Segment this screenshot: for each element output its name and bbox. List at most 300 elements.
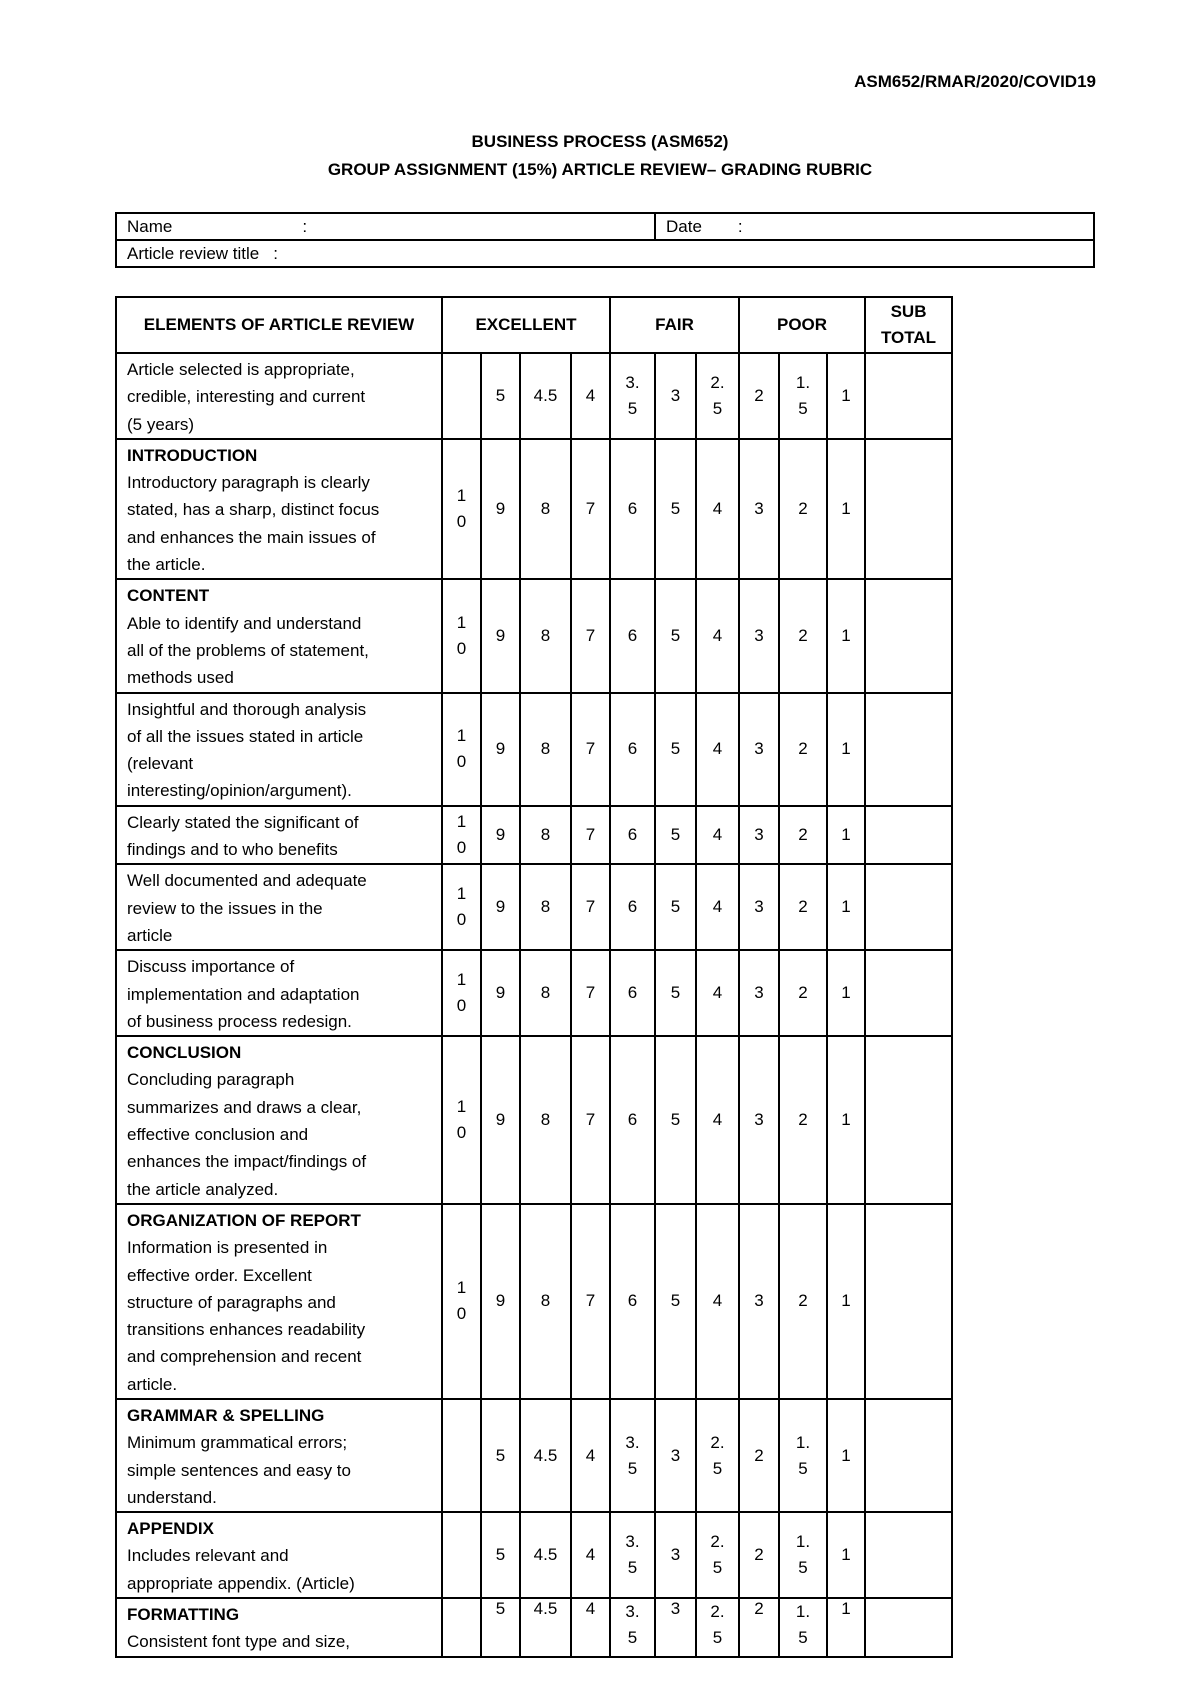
element-text-line: enhances the impact/findings of [127, 1152, 367, 1172]
element-title: INTRODUCTION [127, 445, 258, 465]
score-option[interactable] [655, 864, 696, 950]
subtotal-cell[interactable] [865, 693, 952, 806]
score-value: 9 [495, 897, 506, 917]
score-value: 5 [495, 385, 506, 405]
score-value: 2 [754, 1445, 764, 1465]
score-option[interactable] [481, 950, 520, 1036]
element-text-line: findings and to who benefits [127, 840, 338, 860]
element-description [116, 579, 442, 692]
score-value: 1 [841, 499, 851, 519]
score-value: 6 [627, 983, 638, 1003]
rubric-row [116, 1512, 952, 1598]
subtotal-cell[interactable] [865, 579, 952, 692]
score-option[interactable] [610, 1512, 655, 1598]
element-text-line: Insightful and thorough analysis [127, 699, 367, 719]
score-option[interactable] [779, 1204, 827, 1399]
score-value: 5 [670, 1291, 681, 1311]
score-option[interactable] [655, 439, 696, 579]
score-option[interactable] [481, 806, 520, 865]
score-value: 9 [495, 499, 506, 519]
score-value: 5 [670, 1110, 681, 1130]
score-option[interactable] [442, 693, 481, 806]
score-value: 7 [585, 1291, 596, 1311]
score-option[interactable] [571, 693, 610, 806]
article-title-colon: : [273, 243, 278, 263]
score-option[interactable] [655, 1598, 696, 1657]
element-text-line: Information is presented in [127, 1238, 328, 1258]
rubric-row [116, 1204, 952, 1399]
subtotal-cell[interactable] [865, 1036, 952, 1204]
element-text-line: implementation and adaptation [127, 984, 360, 1004]
element-text-line: article [127, 925, 173, 945]
element-title: FORMATTING [127, 1605, 240, 1625]
score-value: 4 [585, 1445, 596, 1465]
element-text-line: Well documented and adequate [127, 871, 367, 891]
score-option[interactable] [442, 950, 481, 1036]
score-option[interactable] [442, 439, 481, 579]
element-text-line: structure of paragraphs and [127, 1292, 336, 1312]
element-title: CONCLUSION [127, 1043, 242, 1063]
score-option[interactable] [696, 579, 739, 692]
score-value: 2 [798, 1291, 808, 1311]
score-option[interactable] [481, 693, 520, 806]
score-value: 2 [754, 1599, 764, 1619]
score-option[interactable] [481, 353, 520, 439]
score-option[interactable] [571, 439, 610, 579]
score-value-part: 0 [456, 1304, 467, 1324]
score-value: 7 [585, 739, 596, 759]
score-option[interactable] [696, 806, 739, 865]
score-option[interactable] [827, 1036, 865, 1204]
score-option[interactable] [520, 1036, 571, 1204]
score-option[interactable] [520, 1512, 571, 1598]
score-option[interactable] [610, 1399, 655, 1512]
score-option[interactable] [610, 1598, 655, 1657]
score-option[interactable] [481, 1598, 520, 1657]
score-value: 1 [841, 1291, 851, 1311]
score-value: 1 [841, 385, 851, 405]
score-value-part: 1 [456, 884, 467, 904]
score-option[interactable] [442, 1399, 481, 1512]
student-info-table [115, 212, 1095, 268]
score-value: 6 [627, 739, 638, 759]
score-value: 7 [585, 1110, 596, 1130]
score-option[interactable] [655, 693, 696, 806]
score-value: 5 [495, 1445, 506, 1465]
score-option[interactable] [696, 1204, 739, 1399]
score-option[interactable] [696, 1399, 739, 1512]
score-value-part: 5 [712, 1628, 723, 1648]
element-title: GRAMMAR & SPELLING [127, 1405, 325, 1425]
score-value-part: 5 [627, 398, 638, 418]
score-option[interactable] [610, 806, 655, 865]
score-value: 5 [670, 897, 681, 917]
score-value: 3 [670, 1545, 681, 1565]
score-option[interactable] [571, 1204, 610, 1399]
score-value: 4.5 [533, 385, 558, 405]
score-option[interactable] [520, 439, 571, 579]
score-option[interactable] [442, 1204, 481, 1399]
score-option[interactable] [827, 1399, 865, 1512]
score-value: 2 [754, 1545, 764, 1565]
element-description [116, 439, 442, 579]
score-option[interactable] [827, 950, 865, 1036]
subtotal-cell[interactable] [865, 950, 952, 1036]
score-option[interactable] [571, 353, 610, 439]
info-row-title [116, 240, 1094, 267]
element-text-line: Article selected is appropriate, [127, 360, 355, 379]
score-option[interactable] [610, 353, 655, 439]
score-value-part: 2. [710, 372, 725, 392]
element-description [116, 864, 442, 950]
score-option[interactable] [571, 1036, 610, 1204]
score-value: 3 [754, 983, 764, 1003]
score-option[interactable] [442, 864, 481, 950]
rubric-row [116, 864, 952, 950]
score-option[interactable] [696, 864, 739, 950]
score-option[interactable] [739, 693, 779, 806]
score-option[interactable] [481, 864, 520, 950]
score-value: 8 [540, 825, 551, 845]
score-option[interactable] [739, 1598, 779, 1657]
score-option[interactable] [779, 439, 827, 579]
score-value: 3 [754, 897, 764, 917]
score-value: 1 [841, 1110, 851, 1130]
subtotal-cell[interactable] [865, 864, 952, 950]
score-value: 7 [585, 825, 596, 845]
subtotal-cell[interactable] [865, 439, 952, 579]
subtotal-cell[interactable] [865, 353, 952, 439]
score-value-part: 1. [795, 372, 811, 392]
score-option[interactable] [779, 1036, 827, 1204]
score-option[interactable] [571, 579, 610, 692]
score-option[interactable] [696, 439, 739, 579]
score-value: 6 [627, 1110, 638, 1130]
score-option[interactable] [610, 693, 655, 806]
element-text-line: interesting/opinion/argument). [127, 781, 352, 801]
score-option[interactable] [739, 1512, 779, 1598]
score-option[interactable] [655, 950, 696, 1036]
element-text-line: effective order. Excellent [127, 1265, 312, 1285]
score-option[interactable] [481, 1512, 520, 1598]
score-option[interactable] [696, 950, 739, 1036]
element-text-line: (5 years) [127, 414, 195, 434]
score-value: 9 [495, 1291, 506, 1311]
score-value: 3 [754, 1110, 764, 1130]
score-option[interactable] [739, 1204, 779, 1399]
info-row-name [116, 213, 1094, 240]
score-option[interactable] [520, 950, 571, 1036]
score-value: 7 [585, 499, 596, 519]
score-option[interactable] [827, 864, 865, 950]
score-option[interactable] [520, 693, 571, 806]
name-field[interactable] [116, 213, 655, 240]
score-value: 4 [712, 1291, 723, 1311]
score-value: 8 [540, 983, 551, 1003]
score-value: 8 [540, 897, 551, 917]
element-text-line: all of the problems of statement, [127, 640, 369, 660]
element-description [116, 1036, 442, 1204]
score-option[interactable] [779, 353, 827, 439]
element-title: ORGANIZATION OF REPORT [127, 1210, 361, 1230]
score-value: 1 [841, 1445, 851, 1465]
subtotal-cell[interactable] [865, 1204, 952, 1399]
score-option[interactable] [520, 353, 571, 439]
score-option[interactable] [610, 950, 655, 1036]
score-value: 3 [670, 1445, 681, 1465]
score-option[interactable] [571, 1598, 610, 1657]
score-value-part: 1 [456, 1097, 467, 1117]
score-option[interactable] [696, 1036, 739, 1204]
element-description [116, 806, 442, 865]
score-value: 5 [670, 625, 681, 645]
score-option[interactable] [739, 864, 779, 950]
score-option[interactable] [442, 579, 481, 692]
score-option[interactable] [481, 1036, 520, 1204]
element-text-line: the article. [127, 555, 206, 575]
score-value: 3 [670, 385, 681, 405]
score-option[interactable] [827, 693, 865, 806]
score-value: 1 [841, 897, 851, 917]
score-value-part: 5 [798, 1458, 808, 1478]
score-value-part: 0 [456, 996, 467, 1016]
element-title: CONTENT [127, 586, 210, 606]
score-option[interactable] [571, 950, 610, 1036]
score-option[interactable] [655, 579, 696, 692]
score-option[interactable] [571, 864, 610, 950]
score-option[interactable] [696, 1512, 739, 1598]
score-value-part: 2. [710, 1532, 725, 1552]
score-value: 4 [712, 499, 723, 519]
score-option[interactable] [827, 806, 865, 865]
score-value-part: 3. [625, 1432, 640, 1452]
rubric-row [116, 950, 952, 1036]
score-option[interactable] [481, 1204, 520, 1399]
score-option[interactable] [827, 1598, 865, 1657]
score-value-part: 1 [456, 726, 467, 746]
score-option[interactable] [655, 1204, 696, 1399]
score-option[interactable] [779, 950, 827, 1036]
score-value: 6 [627, 499, 638, 519]
score-value-part: 0 [456, 638, 467, 658]
score-option[interactable] [610, 439, 655, 579]
score-option[interactable] [739, 439, 779, 579]
score-value: 4.5 [533, 1545, 558, 1565]
score-option[interactable] [827, 1512, 865, 1598]
element-text-line: Discuss importance of [127, 957, 295, 977]
score-value: 5 [670, 983, 681, 1003]
score-option[interactable] [827, 1204, 865, 1399]
date-label: Date [665, 216, 702, 236]
score-option[interactable] [779, 806, 827, 865]
score-option[interactable] [739, 806, 779, 865]
score-option[interactable] [779, 693, 827, 806]
score-value: 3 [754, 825, 764, 845]
score-value: 2 [798, 739, 808, 759]
score-value: 7 [585, 983, 596, 1003]
score-value: 9 [495, 983, 506, 1003]
element-text-line: simple sentences and easy to [127, 1460, 351, 1480]
element-description [116, 353, 442, 439]
score-option[interactable] [442, 1512, 481, 1598]
rubric-row [116, 1036, 952, 1204]
score-option[interactable] [655, 806, 696, 865]
score-value: 1 [841, 1545, 851, 1565]
score-option[interactable] [520, 1399, 571, 1512]
element-text-line: article. [127, 1374, 178, 1394]
header-subtotal-line1: SUB [890, 302, 927, 321]
subtotal-cell[interactable] [865, 1512, 952, 1598]
grading-rubric-table [115, 296, 953, 1658]
score-option[interactable] [779, 1512, 827, 1598]
score-value-part: 0 [456, 910, 467, 930]
rubric-header-row [116, 297, 952, 353]
date-field[interactable] [655, 213, 1094, 240]
score-option[interactable] [779, 1399, 827, 1512]
score-option[interactable] [520, 806, 571, 865]
score-option[interactable] [827, 579, 865, 692]
header-fair: FAIR [610, 297, 739, 353]
score-value-part: 3. [625, 1602, 640, 1622]
score-value: 3 [754, 739, 764, 759]
score-value: 3 [670, 1599, 681, 1619]
element-description [116, 693, 442, 806]
score-value: 6 [627, 897, 638, 917]
score-option[interactable] [520, 864, 571, 950]
element-text-line: Concluding paragraph [127, 1070, 295, 1090]
header-elements: ELEMENTS OF ARTICLE REVIEW [116, 297, 442, 353]
subtotal-cell[interactable] [865, 1399, 952, 1512]
score-option[interactable] [610, 1204, 655, 1399]
score-value-part: 5 [627, 1628, 638, 1648]
score-option[interactable] [520, 579, 571, 692]
score-option[interactable] [739, 1399, 779, 1512]
score-value: 2 [798, 825, 808, 845]
score-option[interactable] [610, 1036, 655, 1204]
score-value: 4 [712, 897, 723, 917]
element-text-line: (relevant [127, 754, 194, 774]
subtotal-cell[interactable] [865, 1598, 952, 1657]
score-value: 2 [798, 983, 808, 1003]
rubric-row [116, 1399, 952, 1512]
score-option[interactable] [739, 1036, 779, 1204]
element-text-line: understand. [127, 1487, 217, 1507]
score-option[interactable] [655, 1036, 696, 1204]
course-title: BUSINESS PROCESS (ASM652) [471, 132, 729, 151]
score-option[interactable] [779, 864, 827, 950]
score-option[interactable] [442, 1598, 481, 1657]
document-code: ASM652/RMAR/2020/COVID19 [854, 72, 1096, 91]
score-option[interactable] [571, 1512, 610, 1598]
score-option[interactable] [827, 353, 865, 439]
element-text-line: and comprehension and recent [127, 1347, 362, 1367]
score-value: 8 [540, 1110, 551, 1130]
score-option[interactable] [739, 950, 779, 1036]
rubric-row [116, 579, 952, 692]
element-text-line: effective conclusion and [127, 1125, 309, 1145]
element-text-line: methods used [127, 668, 234, 688]
score-value-part: 5 [712, 1558, 723, 1578]
score-value: 8 [540, 739, 551, 759]
score-option[interactable] [696, 693, 739, 806]
element-text-line: and enhances the main issues of [127, 527, 376, 547]
element-description [116, 1512, 442, 1598]
score-value: 9 [495, 1110, 506, 1130]
score-value-part: 5 [627, 1558, 638, 1578]
element-description [116, 1204, 442, 1399]
score-value: 3 [754, 625, 764, 645]
score-option[interactable] [481, 439, 520, 579]
element-text-line: Clearly stated the significant of [127, 812, 359, 832]
element-text-line: Includes relevant and [127, 1546, 289, 1566]
element-text-line: summarizes and draws a clear, [127, 1097, 362, 1117]
score-value-part: 5 [712, 398, 723, 418]
score-value-part: 3. [625, 1532, 640, 1552]
rubric-row [116, 353, 952, 439]
article-title-field[interactable] [116, 240, 1094, 267]
score-value: 5 [495, 1599, 506, 1619]
score-value: 7 [585, 897, 596, 917]
header-poor: POOR [739, 297, 865, 353]
score-value-part: 5 [627, 1458, 638, 1478]
score-value: 4.5 [533, 1599, 558, 1619]
rubric-row [116, 693, 952, 806]
score-option[interactable] [779, 579, 827, 692]
score-value: 9 [495, 825, 506, 845]
subtotal-cell[interactable] [865, 806, 952, 865]
score-option[interactable] [655, 353, 696, 439]
rubric-row [116, 806, 952, 865]
score-option[interactable] [655, 1399, 696, 1512]
score-option[interactable] [610, 864, 655, 950]
score-value: 5 [670, 825, 681, 845]
score-option[interactable] [442, 806, 481, 865]
score-option[interactable] [520, 1204, 571, 1399]
score-option[interactable] [610, 579, 655, 692]
score-value: 1 [841, 739, 851, 759]
score-option[interactable] [827, 439, 865, 579]
score-value-part: 0 [456, 1123, 467, 1143]
rubric-row [116, 1598, 952, 1657]
score-value-part: 5 [798, 1628, 808, 1648]
score-value-part: 3. [625, 372, 640, 392]
element-text-line: Able to identify and understand [127, 613, 362, 633]
score-value-part: 1. [795, 1602, 811, 1622]
score-option[interactable] [520, 1598, 571, 1657]
score-value: 5 [670, 499, 681, 519]
score-value: 4 [712, 983, 723, 1003]
score-value-part: 1. [795, 1432, 811, 1452]
score-option[interactable] [442, 1036, 481, 1204]
score-value: 1 [841, 625, 851, 645]
score-value: 8 [540, 625, 551, 645]
score-option[interactable] [442, 353, 481, 439]
element-text-line: stated, has a sharp, distinct focus [127, 500, 380, 520]
score-value-part: 5 [712, 1458, 723, 1478]
score-option[interactable] [696, 1598, 739, 1657]
score-option[interactable] [481, 579, 520, 692]
score-option[interactable] [481, 1399, 520, 1512]
score-option[interactable] [571, 806, 610, 865]
score-value-part: 1 [456, 970, 467, 990]
score-option[interactable] [779, 1598, 827, 1657]
score-option[interactable] [739, 353, 779, 439]
score-option[interactable] [739, 579, 779, 692]
rubric-title: GROUP ASSIGNMENT (15%) ARTICLE REVIEW– GRADING RUBRIC [327, 160, 873, 179]
score-option[interactable] [696, 353, 739, 439]
score-option[interactable] [655, 1512, 696, 1598]
score-option[interactable] [571, 1399, 610, 1512]
